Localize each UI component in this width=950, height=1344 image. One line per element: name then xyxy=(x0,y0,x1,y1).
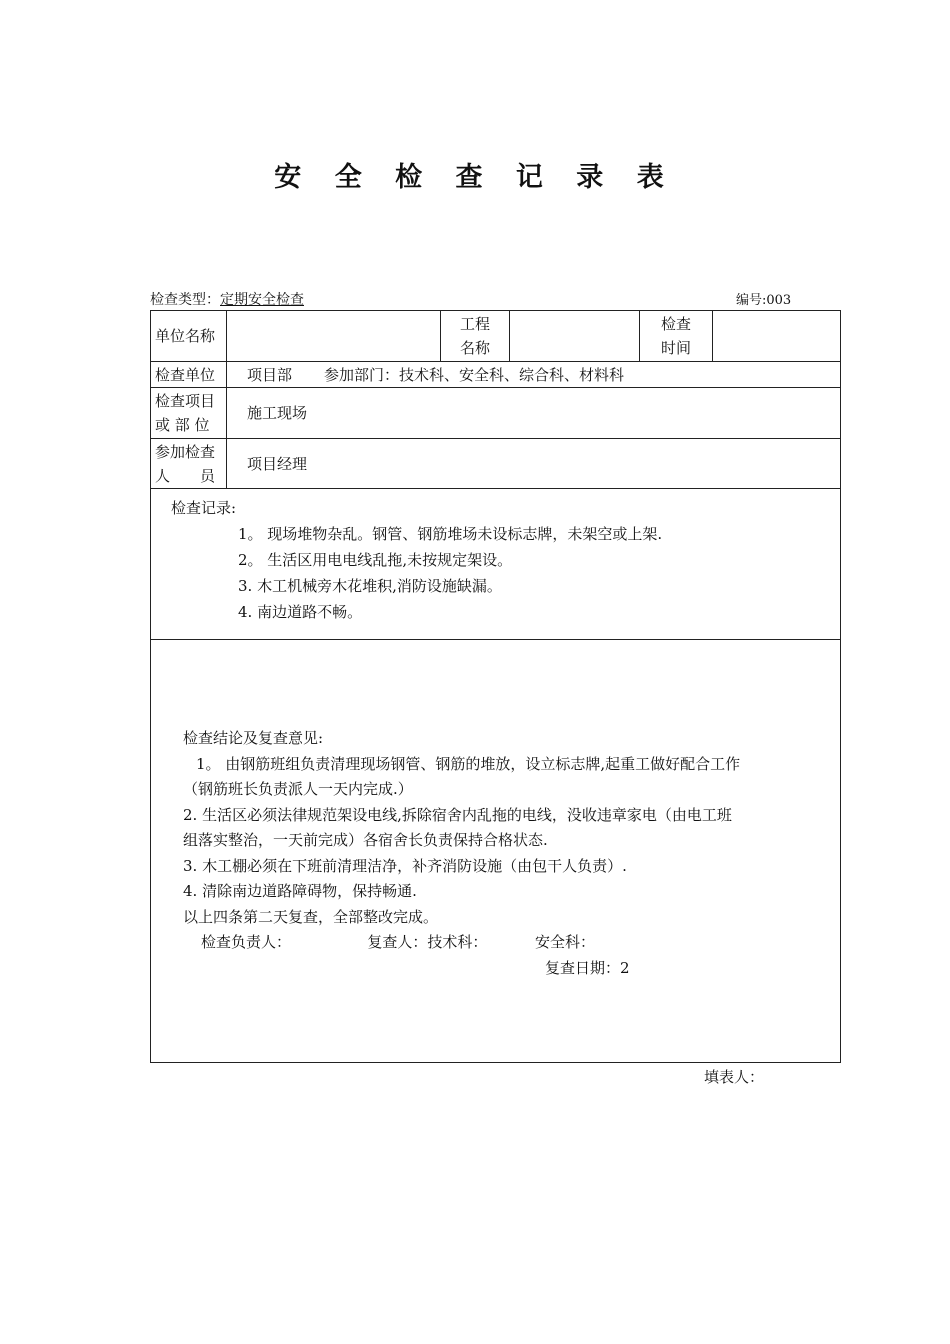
check-time-label-line1: 检查 xyxy=(660,315,691,333)
record-title: 检查记录: xyxy=(171,499,237,517)
project-name-label-line1: 工程 xyxy=(459,315,490,333)
inspection-form-table xyxy=(150,310,841,1063)
reviewer-label: 复查人：技术科： xyxy=(367,933,488,951)
unit-name-label: 单位名称 xyxy=(151,311,227,362)
record-cell xyxy=(151,489,841,640)
check-type-label: 检查类型： xyxy=(150,292,220,308)
item-label-line2: 或 部 位 xyxy=(155,416,210,434)
conclusion-item-4: 4. 清除南边道路障碍物，保持畅通. xyxy=(183,882,417,900)
check-type xyxy=(150,289,326,309)
check-time-value[interactable] xyxy=(713,311,841,362)
project-name-label xyxy=(441,311,510,362)
inspector-label: 检查负责人： xyxy=(201,933,292,951)
record-item: 1。 现场堆物杂乱。钢管、钢筋堆场未设标志牌，未架空或上架. xyxy=(238,525,663,543)
check-unit-value: 项目部 xyxy=(247,365,293,384)
check-time-label-line2: 时间 xyxy=(660,339,691,357)
participants-row xyxy=(151,439,841,489)
participants-label-line2: 人 员 xyxy=(155,466,216,485)
record-item: 3. 木工机械旁木花堆积,消防设施缺漏。 xyxy=(238,577,502,595)
serial-number: 编号:003 xyxy=(736,293,792,308)
filler-label: 填表人： xyxy=(704,1068,765,1086)
conclusion-item-1-cont: （钢筋班长负责派人一天内完成.） xyxy=(183,780,413,798)
record-row xyxy=(151,489,841,640)
unit-name-value[interactable] xyxy=(227,311,441,362)
check-unit-cell xyxy=(227,362,841,388)
conclusion-item-2: 2. 生活区必须法律规范架设电线,拆除宿舍内乱拖的电线，没收违章家电（由电工班 xyxy=(183,805,732,824)
item-row xyxy=(151,388,841,439)
conclusion-item-1: 1。 由钢筋班组负责清理现场钢管、钢筋的堆放，设立标志牌,起重工做好配合工作 xyxy=(196,754,741,773)
item-value: 施工现场 xyxy=(227,388,841,439)
page-title: 安 全 检 查 记 录 表 xyxy=(274,162,676,193)
participants-label-line1: 参加检查 xyxy=(155,442,216,461)
project-name-value[interactable] xyxy=(510,311,640,362)
check-time-label xyxy=(640,311,713,362)
check-unit-row xyxy=(151,362,841,388)
record-item: 2。 生活区用电电线乱拖,未按规定架设。 xyxy=(238,551,513,569)
unit-row xyxy=(151,311,841,362)
project-name-label-line2: 名称 xyxy=(459,339,490,357)
item-label xyxy=(151,388,227,439)
check-type-value: 定期安全检查 xyxy=(220,292,304,308)
participants-label xyxy=(151,439,227,489)
signature-row xyxy=(163,930,828,956)
conclusion-row xyxy=(151,640,841,1063)
departments: 参加部门：技术科、安全科、综合科、材料科 xyxy=(324,365,625,384)
participants-value: 项目经理 xyxy=(227,439,841,489)
conclusion-summary: 以上四条第二天复查，全部整改完成。 xyxy=(183,907,439,926)
check-unit-label: 检查单位 xyxy=(151,362,227,388)
record-item: 4. 南边道路不畅。 xyxy=(238,603,363,621)
review-date: 复查日期：2 xyxy=(545,958,630,977)
conclusion-item-3: 3. 木工棚必须在下班前清理洁净，补齐消防设施（由包干人负责）. xyxy=(183,856,627,875)
conclusion-item-2-cont: 组落实整治，一天前完成）各宿舍长负责保持合格状态. xyxy=(183,831,548,849)
safety-label: 安全科： xyxy=(535,933,596,951)
conclusion-title: 检查结论及复查意见: xyxy=(183,729,324,747)
item-label-line1: 检查项目 xyxy=(155,392,216,410)
conclusion-cell xyxy=(151,640,841,1063)
